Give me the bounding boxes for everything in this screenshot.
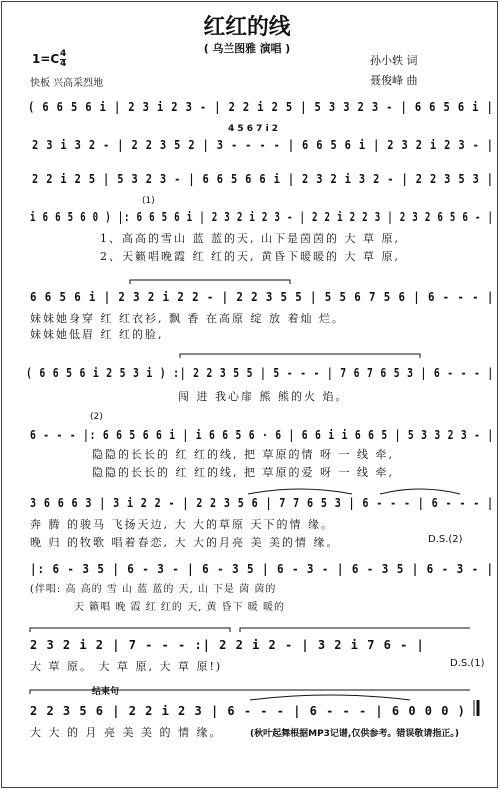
volta-bracket-backing [30,628,230,632]
lyrics-backing-line1: (伴唱: 高 高的 雪 山 蓝 蓝的 天, 山 下是 茵 茵的 [30,584,277,595]
ending-bracket [30,690,470,694]
score-row-1: ( 6 6 5 6 i | 2 3 i 2 3 - | 2 2 i 2 5 | 5 3 3 2 3 - | 6 6 5 6 i | [28,100,494,114]
meter-top: 4 [60,49,67,59]
tie-arc [380,489,460,494]
tempo-marking: 快板 兴高采烈地 [30,78,104,89]
lyrics-verse2-line2: 妹妹她低眉 红 红的脸, [30,328,164,341]
score-row-2: 2 3 i 3 2 - | 2 2 3 5 2 | 3 - - - - | 6 6 5 6 i | 2 3 2 i 2 3 - | [32,138,494,152]
score-row-9: |: 6 - 3 5 | 6 - 3 - | 6 - 3 5 | 6 - 3 - | 6 - 3 5 | 6 - 3 - | [30,562,495,576]
lyrics-verse1-line2: 妹妹她身穿 红 红衣衫, 飘 香 在高原 绽 放 着灿 烂。 [30,312,345,325]
upper-voice-notes: 4 5 6 7 i 2 [228,124,279,134]
lyrics-ending: 大 大 的 月 亮 美 美 的 情 缘。 [30,726,223,739]
tie-arc [248,489,352,494]
lyrics-verse1-line1: 1、高高的雪山 蓝 蓝的天, 山下是茵茵的 大 草 原, [100,232,400,245]
lyrics-line3: 闯 进 我心扉 熊 熊的火 焰。 [178,390,349,403]
lyrics-backing-line2: 天 籁唱 晚 霞 红 红的 天, 黄 昏下 暖 暖的 [74,602,285,613]
score-row-6: ( 6 6 5 6 i 2 5 3 i ) :| 2 2 3 5 5 | 5 - - - | 7 6 7 6 5 3 | 6 - - - | [26,366,495,380]
score-row-7: 6 - - - |: 6 6 5 6 6 i | i 6 6 5 6 · 6 | 6 6 i i 6 6 5 | 5 3 3 2 3 - | [30,428,495,442]
score-row-4: i 6 6 5 6 0 ) |: 6 6 5 6 i | 2 3 2 i 2 3 - | 2 2 i 2 2 3 | 2 3 2 6 5 6 - | [30,210,494,224]
volta-bracket-2 [180,354,420,358]
lyrics-backing-line3: 大 草 原。 大 草 原, 大 草 原!) [30,660,223,673]
score-row-10: 2 3 2 i 2 | 7 - - - :| 2 2 i 2 - | 3 2 i 7 6 - | [30,638,425,652]
lyrics-verse2-line1: 2、天籁唱晚霞 红 红的天, 黄昏下暖暖的 大 草 原, [100,250,400,263]
key-signature: 1=C [32,52,60,66]
meter-bottom: 4 [60,59,67,69]
score-row-3: 2 2 i 2 5 | 5 3 2 3 - | 6 6 5 6 6 i | 2 3 2 i 3 2 - | 2 2 3 5 3 | [32,172,494,186]
volta-bracket-1 [130,280,290,284]
lyrics-chorus-line4: 晚 归 的牧歌 唱着春恋, 大 大的月亮 美 美的情 缘。 [30,536,340,549]
ds-2-marking: D.S.(2) [428,534,463,545]
volta-bracket-backing-2 [240,628,470,632]
score-row-5: 6 6 5 6 i | 2 3 2 i 2 2 - | 2 2 3 5 5 | 5 5 6 7 5 6 | 6 - - - | [30,290,495,304]
segno-mark-1: (1) [142,196,155,206]
performer-line: ( 乌兰图雅 演唱 ) [203,42,291,55]
transcriber-footnote: (秋叶起舞根据MP3记谱,仅供参考。错误敬请指正。) [250,729,459,739]
score-row-11: 2 2 3 5 6 | 2 2 i 2 3 | 6 - - - | 6 - - - | 6 0 0 0 ) [30,704,466,718]
lyrics-chorus-line1: 隐隐的长长的 红 红的线, 把 草原的情 呀 一 线 牵, [92,448,394,461]
song-title: 红红的线 [203,14,291,40]
segno-mark-2: (2) [90,412,103,422]
composer-credit: 聂俊峰 曲 [370,74,418,87]
score-row-8: 3 6 6 6 3 | 3 i 2 2 - | 2 2 3 5 6 | 7 7 6 5 3 | 6 - - - | 6 - - - | [30,496,494,510]
lyricist-credit: 孙小轶 词 [370,54,418,67]
lyrics-chorus-line2: 隐隐的长长的 红 红的线, 把 草原的爱 呀 一 线 牵, [92,466,394,479]
tie-arc [250,695,410,700]
ds-1-marking: D.S.(1) [450,658,485,669]
ending-label: 结束句 [92,687,120,697]
lyrics-chorus-line3: 奔 腾 的骏马 飞扬天边, 大 大的草原 天下的情 缘。 [30,518,334,531]
